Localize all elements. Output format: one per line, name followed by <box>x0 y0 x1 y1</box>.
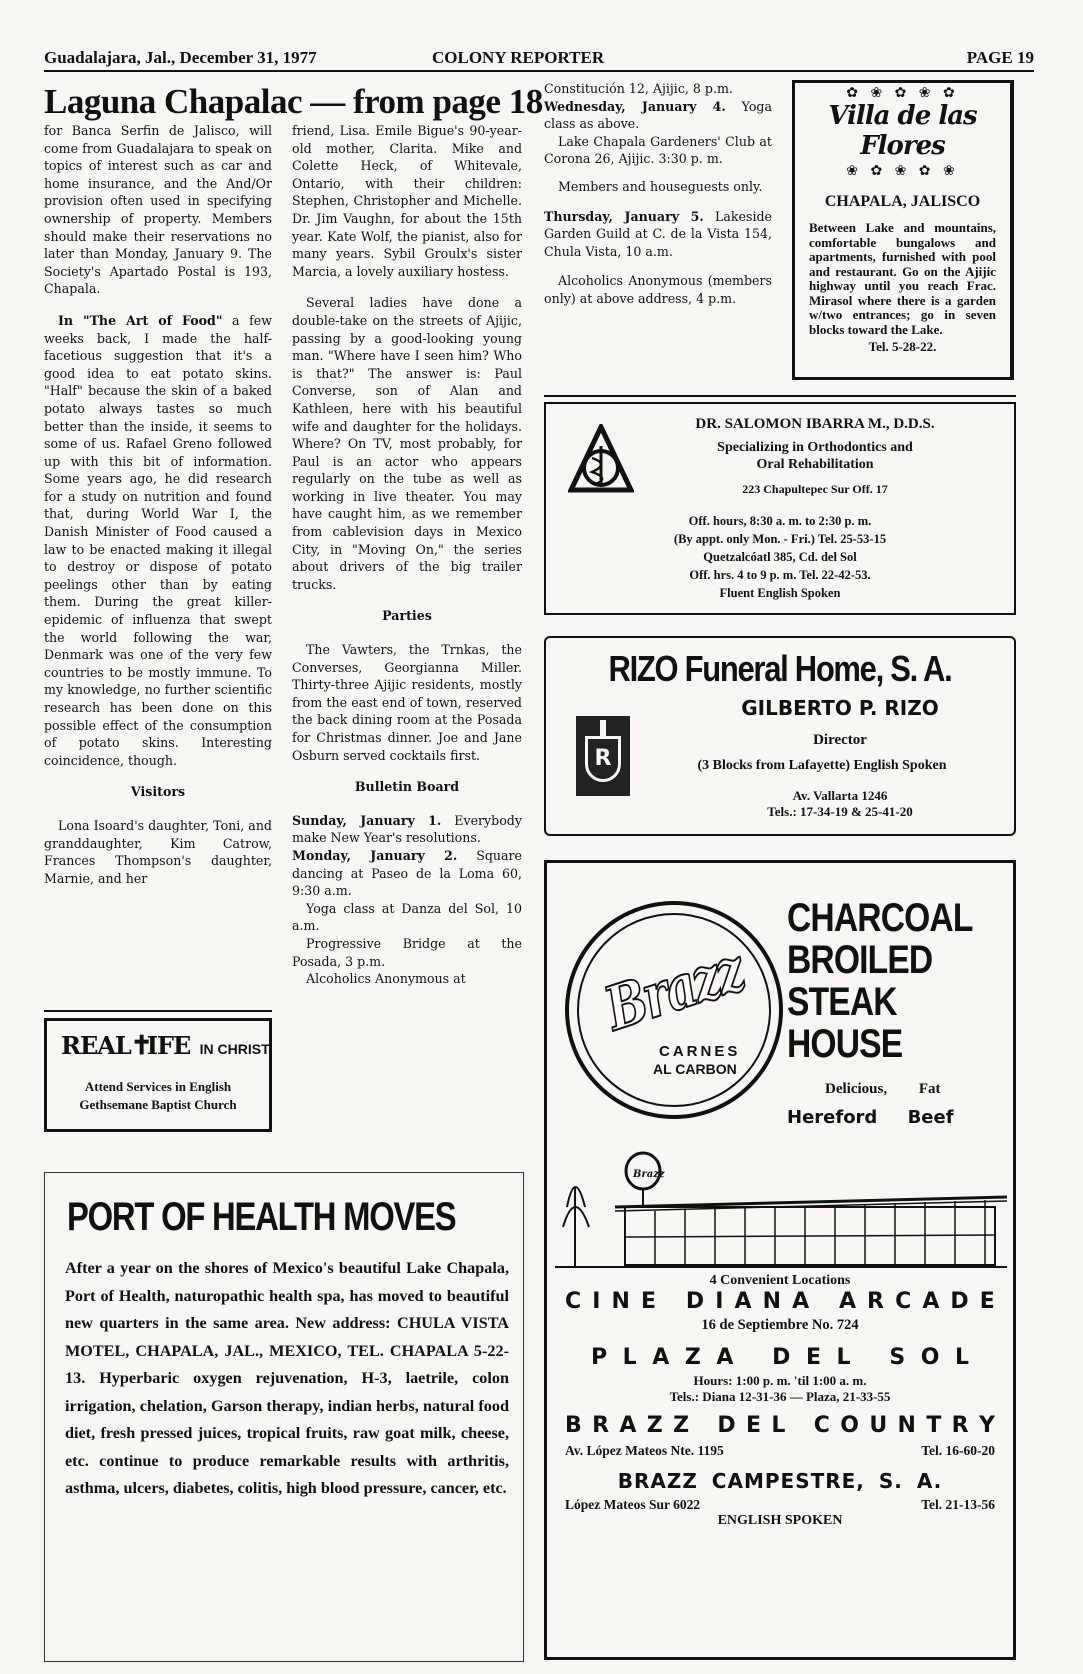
spaced-letter: D <box>685 1289 705 1314</box>
brazz-location-3-phone: Tel. 16-60-20 <box>921 1443 995 1458</box>
bulletin-sunday <box>292 812 522 847</box>
bulletin-sunday-day: Sunday, January 1. <box>292 812 442 828</box>
spaced-letter: Z <box>646 1413 663 1438</box>
villa-description: Between Lake and mountains, comfortable bungalows and apartments, furnished with pool and restaurant. Go on the Ajijic highway until you reach Frac. Mirasol where there is a garden w/two entrances; go in seven blocks toward the Lake. <box>809 220 996 337</box>
spaced-letter <box>699 1413 707 1438</box>
port-of-health-body: After a year on the shores of Mexico's beautiful Lake Chapala, Port of Health, naturopathic health spa, has moved to beautiful new quarters in the same area. New address: CHULA VISTA MOTEL, CHAPALA, JAL., MEXICO, TEL. CHAPALA 5-22-13. Hyperbaric oxygen rejuvenation, H-3, laetrile, colon irrigation, chelation, Garson therapy, indian herbs, natural food diet, fresh pressed juices, tropical fruits, raw goat milk, cheese, etc. continue to produce remarkable results with arthritis, asthma, ulcers, diabetes, colitis, high blood pressure, cancer, etc. <box>65 1259 509 1497</box>
col2-paragraph-3: The Vawters, the Trnkas, the Converses, Georgianna Miller. Thirty-three Ajijic residents, mostly from the east end of town, reserved the back dining room at the Posada for Christmas dinner. Joe and Jane Osburn served cocktails first. <box>292 642 522 763</box>
col3-item-5-day: Thursday, January 5. <box>544 208 704 224</box>
brazz-location-2-name <box>591 1345 969 1370</box>
col1-paragraph-3: Lona Isoard's daughter, Toni, and granddaughter, Kim Catrow, Frances Thompson's daughter, Marnie, and her <box>44 817 272 886</box>
header-page-number: PAGE 19 <box>966 48 1034 67</box>
rizo-owner-role: Director <box>813 732 867 748</box>
port-of-health-ad <box>44 1172 524 1662</box>
real-life-logo-b: IFE <box>146 1031 191 1060</box>
page-header <box>44 48 1034 72</box>
spaced-letter: C <box>565 1289 582 1314</box>
visitors-heading: Visitors <box>130 784 186 800</box>
spaced-letter: O <box>920 1345 940 1370</box>
real-life-in-christ-ad <box>44 1018 272 1132</box>
brazz-headline <box>787 897 973 1065</box>
spaced-letter: T <box>926 1413 942 1438</box>
spaced-letter: A <box>792 1289 810 1314</box>
rizo-title: RIZO Funeral Home, S. A. <box>608 648 952 689</box>
villa-phone: Tel. 5-28-22. <box>868 339 937 354</box>
spaced-letter: P <box>591 1345 608 1370</box>
brazz-logo-text: Brazz <box>596 935 752 1045</box>
spaced-letter: L <box>954 1345 969 1370</box>
article-column-3 <box>544 80 772 308</box>
brazz-building-illustration-icon <box>555 1147 1007 1273</box>
spaced-letter: R <box>592 1413 610 1438</box>
cross-icon: ✝ <box>130 1031 152 1061</box>
villa-logo: Villa de las Flores <box>828 101 977 161</box>
spaced-letter <box>749 1345 757 1370</box>
spaced-letter: R <box>951 1413 969 1438</box>
real-life-line-1: Attend Services in English <box>84 1079 232 1094</box>
spaced-letter: A <box>838 1289 856 1314</box>
bulletin-aa: Alcoholics Anonymous at <box>306 971 466 987</box>
section-rule <box>544 395 1016 397</box>
spaced-letter: D <box>950 1289 969 1314</box>
brazz-tagline-1-text: Delicious, Fat <box>825 1081 941 1097</box>
header-paper-name: COLONY REPORTER <box>432 48 605 67</box>
spaced-letter: L <box>836 1345 851 1370</box>
col3-item-5-text: Lakeside Garden Guild at C. de la Vista 154, Chula Vista, 10 a.m. <box>544 208 772 259</box>
spaced-letter: N <box>762 1289 781 1314</box>
rizo-address: Av. Vallarta 1246 <box>792 788 888 803</box>
col1-rule <box>44 1010 272 1012</box>
bulletin-monday <box>292 847 522 900</box>
bulletin-yoga: Yoga class at Danza del Sol, 10 a.m. <box>292 900 522 934</box>
brazz-language: ENGLISH SPOKEN <box>717 1513 843 1528</box>
header-date: Guadalajara, Jal., December 31, 1977 <box>44 48 317 67</box>
col3-item-3: Lake Chapala Gardeners' Club at Corona 26, Ajijic. 3:30 p. m. <box>544 133 772 167</box>
col3-item-1: Constitución 12, Ajijic, 8 p.m. <box>544 81 733 96</box>
dentist-language: Fluent English Spoken <box>719 586 841 600</box>
col1-paragraph-1: for Banca Serfin de Jalisco, will come from Guadalajara to speak on topics of interest such as car and home insurance, and the And/Or provision often used in specifying ownership of property. Members should make their reservations no later than Monday, January 9. The Society's Apartado Postal is 193, Chapala. <box>44 123 272 297</box>
brazz-locations-heading: 4 Convenient Locations <box>709 1273 851 1288</box>
flower-decoration-icon: ❀ ✿ ❀ ✿ ❀ <box>846 163 959 179</box>
brazz-location-3-details <box>565 1443 995 1459</box>
rizo-logo-letters: R <box>585 736 621 782</box>
spaced-letter: A <box>922 1289 940 1314</box>
brazz-steak-house-ad <box>544 860 1016 1660</box>
spaced-letter: Z <box>684 1345 701 1370</box>
real-life-logo-c: IN CHRIST <box>199 1041 270 1057</box>
spaced-letter: E <box>746 1413 762 1438</box>
spaced-letter: I <box>715 1289 724 1314</box>
brazz-headline-line-2: BROILED <box>787 938 933 982</box>
col2-paragraph-2: Several ladies have done a double-take on the streets of Ajijic, passing by a good-looking young man. "Where have I seen him? Who is that?" The answer is: Paul Converse, son of Alan and Kathleen, here with his beautiful wife and daughter for the holidays. Where? On TV, most probably, for Paul is an actor who appears regularly on the tube as well as working in live theater. You may have caught him, as we remember from cablevision days in Mexico City, in "Moving On," the series about drivers of the big trailer trucks. <box>292 295 522 592</box>
col3-item-2 <box>544 98 772 133</box>
spaced-letter: B <box>565 1413 582 1438</box>
brazz-location-1-address: 16 de Septiembre No. 724 <box>701 1317 859 1333</box>
spaced-letter: R <box>867 1289 884 1314</box>
dentist-hours-2: (By appt. only Mon. - Fri.) Tel. 25-53-15 <box>673 532 887 546</box>
spaced-letter: D <box>772 1345 791 1370</box>
spaced-letter: A <box>619 1413 637 1438</box>
spaced-letter: N <box>897 1413 916 1438</box>
flower-decoration-icon: ✿ ❀ ✿ ❀ ✿ <box>846 85 959 101</box>
dentist-name: DR. SALOMON IBARRA M., D.D.S. <box>695 416 935 432</box>
rizo-note: (3 Blocks from Lafayette) English Spoken <box>697 758 947 773</box>
port-of-health-headline: PORT OF HEALTH MOVES <box>67 1195 456 1239</box>
brazz-location-2-phones: Tels.: Diana 12-31-36 — Plaza, 21-33-55 <box>669 1389 891 1404</box>
col3-item-4: Members and houseguests only. <box>558 178 763 194</box>
article-column-1 <box>44 122 272 887</box>
spaced-letter: D <box>717 1413 736 1438</box>
brazz-headline-line-3: STEAK <box>787 980 897 1024</box>
spaced-letter: A <box>734 1289 752 1314</box>
col1-paragraph-2 <box>44 312 272 769</box>
real-life-logo-a: REAL <box>61 1031 131 1060</box>
spaced-letter: E <box>805 1345 821 1370</box>
real-life-line-2: Gethsemane Baptist Church <box>79 1097 237 1112</box>
brazz-headline-line-1: CHARCOAL <box>787 896 973 940</box>
brazz-logo-oval <box>565 901 783 1119</box>
col3-item-6: Alcoholics Anonymous (members only) at above address, 4 p.m. <box>544 273 772 306</box>
villa-city: CHAPALA, JALISCO <box>824 193 981 210</box>
col1-paragraph-2-text: a few weeks back, I made the half-facetious suggestion that it's a good idea to eat potato skins. "Half" because the skin of a baked potato always tastes so much better than the inside, it seems to some of us. Rafael Greno followed up with this bit of information. Some years ago, he did research for a study on nutrition and found that, during World War I, the Danish Minister of Food caused a law to be enacted making it illegal to destroy or dispose of potato peelings other than by eating them. During the great killer-epidemic of influenza that swept the world following the war, Denmark was one of the very few countries to be mostly immune. To my knowledge, no further scientific research has been done on this possible effect of the consumption of potato skins. Interesting coincidence, though. <box>44 312 272 768</box>
brazz-location-4-address: López Mateos Sur 6022 <box>565 1497 701 1512</box>
spaced-letter: E <box>641 1289 657 1314</box>
brazz-tagline-2: Hereford Beef <box>787 1107 954 1128</box>
brazz-location-2-hours: Hours: 1:00 p. m. 'til 1:00 a. m. <box>693 1373 867 1388</box>
bulletin-sunday-text: Everybody make New Year's resolutions. <box>292 812 522 846</box>
spaced-letter <box>796 1413 804 1438</box>
rizo-cross-icon <box>600 720 606 736</box>
spaced-letter: L <box>771 1413 786 1438</box>
col2-paragraph-1: friend, Lisa. Emile Bigue's 90-year-old mother, Clarita. Mike and Colette Heck, of Whitevale, Ontario, with their children: Stephen, Christopher and Michelle. Dr. Jim Vaughn, for about the 15th year. Kate Wolf, the pianist, also for many years. Sybil Groulx's sister Marcia, a lovely auxiliary hostess. <box>292 123 522 279</box>
spaced-letter: C <box>813 1413 830 1438</box>
dentist-specialty-2: Oral Rehabilitation <box>756 457 874 472</box>
spaced-letter: U <box>869 1413 888 1438</box>
brazz-location-3-address: Av. López Mateos Nte. 1195 <box>565 1443 724 1458</box>
col3-item-5 <box>544 208 772 261</box>
spaced-letter: O <box>840 1413 859 1438</box>
real-life-logo <box>61 1031 270 1061</box>
article-headline: Laguna Chapalac — from page 18 <box>44 82 543 121</box>
rizo-logo-icon <box>576 716 630 796</box>
brazz-location-3-name <box>565 1413 995 1438</box>
col3-item-2-day: Wednesday, January 4. <box>544 98 726 114</box>
spaced-letter: I <box>592 1289 601 1314</box>
brazz-location-1-name <box>565 1289 995 1314</box>
spaced-letter: S <box>889 1345 906 1370</box>
brazz-tagline-1 <box>825 1081 995 1098</box>
col3-item-2-text: Yoga class as above. <box>544 98 773 132</box>
rizo-owner-name: GILBERTO P. RIZO <box>741 696 939 720</box>
brazz-logo-sub-1: CARNES <box>659 1043 741 1060</box>
spaced-letter <box>866 1345 874 1370</box>
parties-heading: Parties <box>382 608 432 624</box>
spaced-letter: E <box>979 1289 995 1314</box>
bulletin-bridge: Progressive Bridge at the Posada, 3 p.m. <box>292 935 522 969</box>
spaced-letter <box>667 1289 675 1314</box>
brazz-location-4-details <box>565 1497 995 1513</box>
col1-paragraph-2-lead: In "The Art of Food" <box>58 312 223 328</box>
brazz-location-4-name: BRAZZ CAMPESTRE, S. A. <box>617 1469 943 1493</box>
spaced-letter <box>820 1289 828 1314</box>
brazz-location-4-phone: Tel. 21-13-56 <box>921 1497 995 1512</box>
dentist-specialty-1: Specializing in Orthodontics and <box>717 440 913 455</box>
spaced-letter: L <box>622 1345 637 1370</box>
spaced-letter: A <box>716 1345 734 1370</box>
header-rule <box>44 70 1034 72</box>
bulletin-heading: Bulletin Board <box>354 779 460 795</box>
dentist-hours-3: Off. hrs. 4 to 9 p. m. Tel. 22-42-53. <box>689 568 871 582</box>
dentist-hours-1: Off. hours, 8:30 a. m. to 2:30 p. m. <box>688 514 872 528</box>
brazz-building-sign: Brazz <box>633 1169 665 1180</box>
dentist-ad <box>544 402 1016 615</box>
spaced-letter: Y <box>978 1413 995 1438</box>
dentist-address: 223 Chapultepec Sur Off. 17 <box>742 482 888 496</box>
rizo-funeral-home-ad <box>544 636 1016 836</box>
brazz-headline-line-4: HOUSE <box>787 1022 903 1066</box>
villa-de-las-flores-ad <box>792 80 1014 380</box>
article-column-2 <box>292 122 522 988</box>
bulletin-monday-day: Monday, January 2. <box>292 847 458 863</box>
brazz-logo-sub-2: AL CARBON <box>653 1061 737 1077</box>
bulletin-monday-text: Square dancing at Paseo de la Loma 60, 9:30 a.m. <box>292 847 522 899</box>
rizo-phones: Tels.: 17-34-19 & 25-41-20 <box>767 804 913 819</box>
spaced-letter: N <box>611 1289 630 1314</box>
spaced-letter: A <box>652 1345 670 1370</box>
spaced-letter: C <box>895 1289 912 1314</box>
spaced-letter: Z <box>673 1413 690 1438</box>
dentist-address-2: Quetzalcóatl 385, Cd. del Sol <box>703 550 857 564</box>
